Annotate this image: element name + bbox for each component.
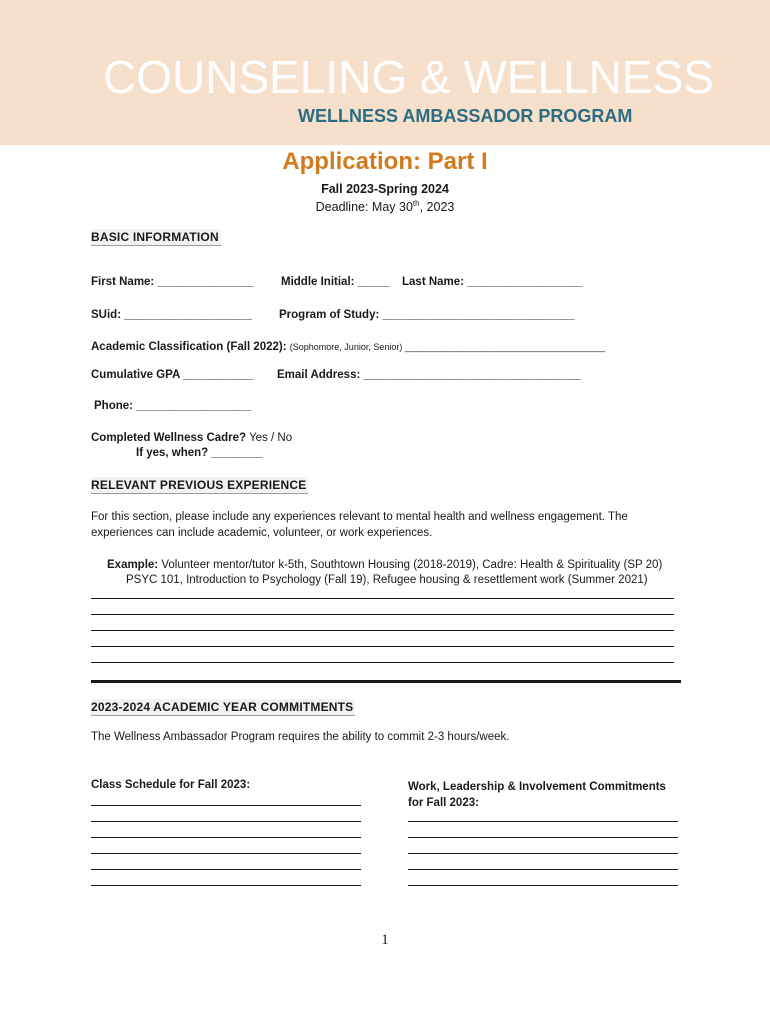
form-term: Fall 2023-Spring 2024 xyxy=(321,182,449,196)
commitments-heading: 2023-2024 ACADEMIC YEAR COMMITMENTS xyxy=(91,700,354,714)
cadre-when-field[interactable]: If yes, when? ________ xyxy=(136,447,263,459)
experience-line-4[interactable] xyxy=(91,646,674,647)
deadline-prefix: Deadline: May 30 xyxy=(315,200,413,215)
example-label: Example: xyxy=(107,559,159,571)
class-schedule-label: Class Schedule for Fall 2023: xyxy=(91,779,251,791)
class-schedule-line-4[interactable] xyxy=(91,853,361,854)
classification-label: Academic Classification (Fall 2022): xyxy=(91,341,287,353)
deadline-suffix: , 2023 xyxy=(419,200,455,215)
experience-instructions: For this section, please include any experiences relevant to mental health and wellness engagement. The experiences can include academic, volunteer, or work experiences. xyxy=(91,511,628,539)
deadline-sup: th xyxy=(412,199,420,208)
banner-title: COUNSELING & WELLNESS xyxy=(103,51,714,103)
classification-field[interactable] xyxy=(91,341,605,353)
header-banner xyxy=(0,0,770,145)
experience-example-line2: PSYC 101, Introduction to Psychology (Fall 19), Refugee housing & resettlement work (Summer 2021) xyxy=(126,574,648,586)
form-title: Application: Part I xyxy=(282,148,488,175)
example-text1: Volunteer mentor/tutor k-5th, Southtown Housing (2018-2019), Cadre: Health & Spirituality (SP 20) xyxy=(158,559,663,571)
middle-initial-field[interactable]: Middle Initial: _____ xyxy=(281,276,390,288)
experience-example-line1 xyxy=(91,557,691,573)
cadre-question[interactable] xyxy=(91,432,292,444)
classification-hint: (Sophomore, Junior, Senior) ________________________________________ xyxy=(289,342,606,352)
work-commitments-line-5[interactable] xyxy=(408,885,678,886)
work-commitments-line-1[interactable] xyxy=(408,821,678,822)
first-name-field[interactable]: First Name: _______________ xyxy=(91,276,254,288)
experience-heading: RELEVANT PREVIOUS EXPERIENCE xyxy=(91,478,307,492)
work-commitments-line-4[interactable] xyxy=(408,869,678,870)
commitment-requirement: The Wellness Ambassador Program requires the ability to commit 2-3 hours/week. xyxy=(91,731,510,743)
experience-line-3[interactable] xyxy=(91,630,674,631)
class-schedule-line-5[interactable] xyxy=(91,869,361,870)
class-schedule-line-1[interactable] xyxy=(91,805,361,806)
work-commitments-line-2[interactable] xyxy=(408,837,678,838)
work-commitments-line-3[interactable] xyxy=(408,853,678,854)
experience-line-2[interactable] xyxy=(91,614,674,615)
class-schedule-line-2[interactable] xyxy=(91,821,361,822)
cadre-options: Yes / No xyxy=(246,432,293,444)
class-schedule-line-3[interactable] xyxy=(91,837,361,838)
experience-line-1[interactable] xyxy=(91,598,674,599)
form-deadline xyxy=(0,199,770,214)
suid-field[interactable]: SUid: ____________________ xyxy=(91,309,253,321)
last-name-field[interactable]: Last Name: __________________ xyxy=(402,276,583,288)
program-field[interactable]: Program of Study: ______________________________ xyxy=(279,309,575,321)
banner-subtitle: WELLNESS AMBASSADOR PROGRAM xyxy=(298,106,633,126)
class-schedule-line-6[interactable] xyxy=(91,885,361,886)
email-field[interactable]: Email Address: __________________________________ xyxy=(277,369,581,381)
work-commitments-label: Work, Leadership & Involvement Commitments for Fall 2023: xyxy=(408,781,666,809)
gpa-field[interactable]: Cumulative GPA ___________ xyxy=(91,369,254,381)
section-divider xyxy=(91,680,681,683)
page-number: 1 xyxy=(381,932,389,948)
phone-field[interactable]: Phone: __________________ xyxy=(94,400,252,412)
basic-info-heading: BASIC INFORMATION xyxy=(91,230,219,244)
experience-line-5[interactable] xyxy=(91,662,674,663)
cadre-label: Completed Wellness Cadre? xyxy=(91,432,247,444)
